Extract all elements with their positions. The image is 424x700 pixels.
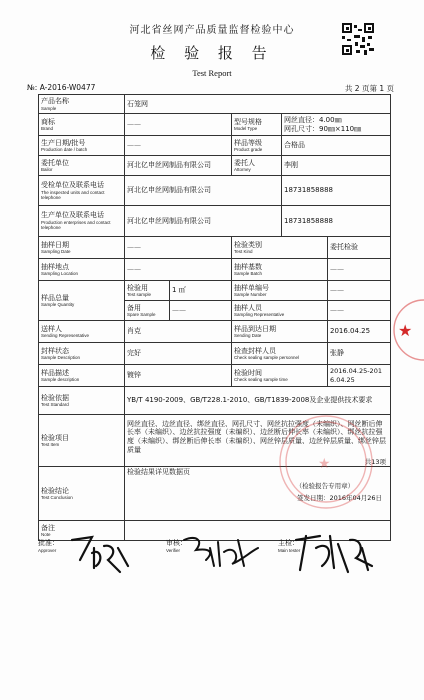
table-row [39,156,391,176]
field-value: 石笼网 [125,95,391,114]
seal-star-icon: ★ [398,321,413,340]
field-label: 抽样日期 Sampling Date [39,237,125,259]
field-value: —— [125,259,232,281]
field-value: 肖克 [125,321,232,343]
field-value: —— [170,301,232,321]
table-row [39,365,391,387]
table-row [39,176,391,206]
field-value: 河北亿申丝网制品有限公司 [125,206,282,237]
field-value: —— [125,237,232,259]
field-label: 备用 Spare Sample [125,301,170,321]
field-value: —— [125,114,232,136]
stamp-star-icon: ★ [318,456,331,472]
field-value: —— [328,259,391,281]
field-label: 检查封样人员 Check sealing sample personnel [232,343,328,365]
field-value: —— [125,136,232,156]
field-phone: 18731858888 [282,176,391,206]
approver-label: 批准： Approver [38,539,59,553]
field-label: 送样人 Sending Representative [39,321,125,343]
field-label: 型号规格 Model Type [232,114,282,136]
field-value: 网丝直径：4.00㎜ 网孔尺寸：90㎜×110㎜ [282,114,391,136]
report-title-en: Test Report [192,68,232,78]
table-row [39,136,391,156]
report-number: №: A-2016-W0477 [27,83,96,92]
table-row [39,259,391,281]
table-row [39,237,391,259]
field-label: 抽样单编号 Sample Number [232,281,328,301]
table-row [39,321,391,343]
conclusion-text: 检验结果详见数据页 [127,468,190,476]
field-label: 样品等级 Product grade [232,136,282,156]
field-value: 合格品 [282,136,391,156]
field-label: 商标 Brand [39,114,125,136]
report-table [38,94,391,541]
issue-date: 签发日期：2016年04月26日 [296,494,383,502]
table-row [39,467,391,521]
main-tester-label: 主检： Main tester [278,539,301,553]
field-label: 样品描述 Sample description [39,365,125,387]
field-label: 抽样地点 Sampling Location [39,259,125,281]
field-label: 检验时间 Check sealing sample time [232,365,328,387]
field-label: 封样状态 Sample Description [39,343,125,365]
stamp-note: （检验报告专用章） [295,482,355,490]
field-label: 样品总量 Sample Quantity [39,281,125,321]
verifier-label: 审核： Verifier [166,539,187,553]
report-title: 检 验 报 告 [150,44,274,62]
field-label: 检验类别 Test Kind [232,237,328,259]
signature-row [38,532,390,568]
field-label: 抽样基数 Sample Batch [232,259,328,281]
field-label: 检验用 Test sample [125,281,170,301]
field-label: 检验结论 Test Conclusion [39,467,125,521]
field-value: 1 ㎡ [170,281,232,301]
test-items-count: 共13项 [364,457,387,466]
table-row [39,206,391,237]
table-row [39,281,391,301]
field-value: 委托检验 [328,237,391,259]
table-row [39,95,391,114]
field-label: 生产单位及联系电话 Production enterprises and contact telephone [39,206,125,237]
field-label: 委托人 Attorney [232,156,282,176]
table-row [39,343,391,365]
field-value [125,415,391,467]
field-label: 生产日期/批号 Production date / batch [39,136,125,156]
qr-code-icon [342,23,374,55]
field-value: YB/T 4190-2009、GB/T228.1-2010、GB/T1839-2008及企业提供技术要求 [125,387,391,415]
field-phone: 18731858888 [282,206,391,237]
field-label: 产品名称 Sample [39,95,125,114]
table-row [39,415,391,467]
field-value: —— [328,281,391,301]
field-label: 抽样人员 Sampling Representative [232,301,328,321]
table-row [39,114,391,136]
field-value: 镀锌 [125,365,232,387]
field-label: 委托单位 Bailor [39,156,125,176]
field-value [125,467,391,521]
field-label: 检验依据 Test Standard [39,387,125,415]
edge-seal [394,300,424,360]
field-value: 河北亿申丝网制品有限公司 [125,156,232,176]
field-value: 河北亿申丝网制品有限公司 [125,176,282,206]
field-value: —— [328,301,391,321]
organization-name: 河北省丝网产品质量监督检验中心 [129,25,295,36]
field-value: 2016.04.25 [328,321,391,343]
page-info: 共 2 页第 1 页 [344,84,394,93]
field-label: 检验项目 Test Item [39,415,125,467]
field-label: 备注 Note [39,521,125,541]
table-row [39,387,391,415]
field-value: 张静 [328,343,391,365]
field-value: 完好 [125,343,232,365]
field-label: 受检单位及联系电话 The inspected units and contact telephone [39,176,125,206]
field-value: 李刚 [282,156,391,176]
field-value: 2016.04.25-2016.04.25 [328,365,391,387]
field-label: 样品到达日期 Sending Date [232,321,328,343]
test-items-text: 网丝直径、边丝直径、绑丝直径、网孔尺寸、网丝抗拉强度（未编织）、网丝断后伸长率（未编织）、边丝抗拉强度（未编织）、边丝断后伸长率（未编织）、绑丝抗拉强度（未编织）、绑丝断后伸长率（未编织）、网丝锌层质量、边丝锌层质量、绑丝锌层质量 [127,419,386,454]
